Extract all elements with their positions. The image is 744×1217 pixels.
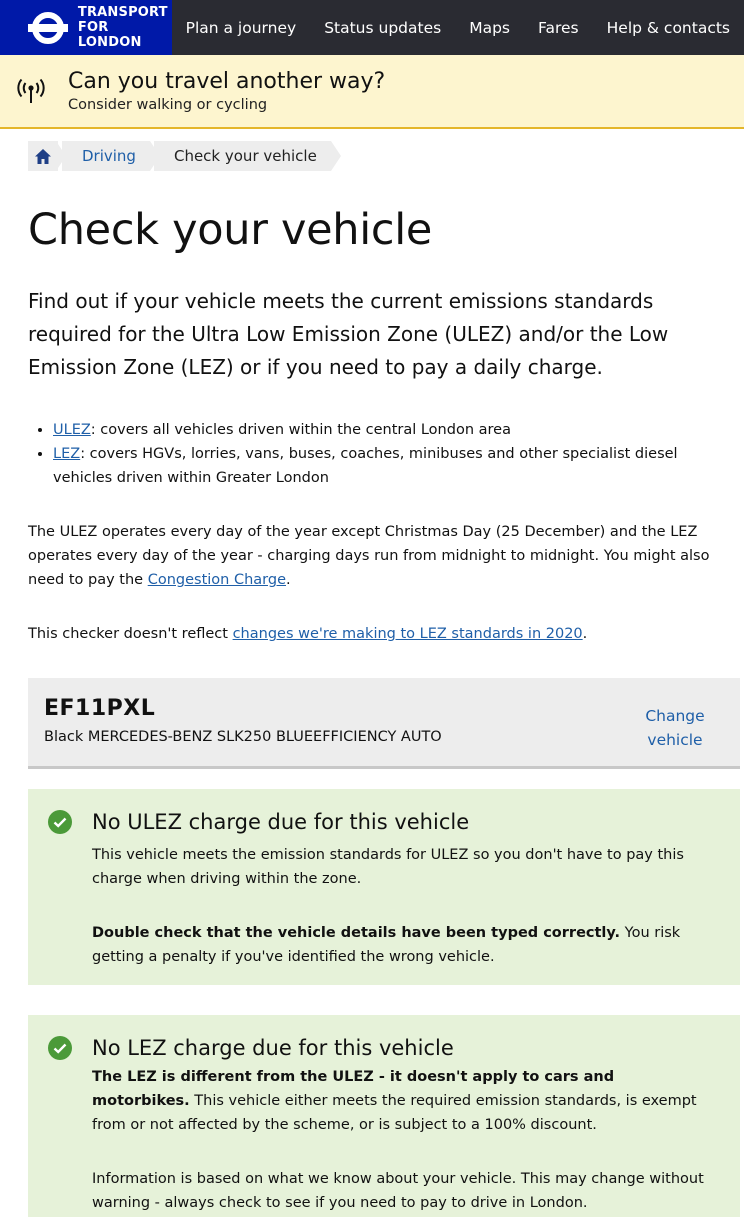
vehicle-description: Black MERCEDES-BENZ SLK250 BLUEEFFICIENCY AUTO <box>44 729 442 745</box>
list-item <box>53 442 716 490</box>
vehicle-registration: EF11PXL <box>44 696 156 721</box>
lez-result-text: The LEZ is different from the ULEZ - it doesn't apply to cars and motorbikes. This vehicle either meets the required emission standards, is exempt from or not affected by the scheme, or is subject to a 100% discount. <box>92 1069 697 1133</box>
check-circle-icon <box>48 810 72 834</box>
page-title: Check your vehicle <box>28 205 433 255</box>
breadcrumb-driving-label: Driving <box>82 147 136 165</box>
roundel-icon <box>28 12 66 44</box>
brand-line-2: FOR LONDON <box>77 20 142 50</box>
ulez-link[interactable]: ULEZ <box>53 422 91 438</box>
ulez-description: : covers all vehicles driven within the central London area <box>90 422 511 438</box>
ulez-result-text: This vehicle meets the emission standards for ULEZ so you don't have to pay this charge when driving within the zone. <box>92 847 684 887</box>
travel-alert-banner <box>0 55 744 129</box>
tfl-logo[interactable] <box>0 0 172 55</box>
lez-info-text: Information is based on what we know about your vehicle. This may change without warning - always check to see if you need to pay to drive in London. <box>92 1171 704 1211</box>
main-content <box>0 205 744 646</box>
operating-hours-text: The ULEZ operates every day of the year except Christmas Day (25 December) and the LEZ operates every day of the year - charging days run from midnight to midnight. You might also need to pay the Congestion Charge. <box>28 524 710 588</box>
congestion-charge-link[interactable]: Congestion Charge <box>147 572 286 588</box>
checker-note: This checker doesn't reflect changes we're making to LEZ standards in 2020. <box>28 626 588 642</box>
ulez-result-panel <box>28 789 740 985</box>
nav-status-updates[interactable]: Status updates <box>324 18 442 37</box>
check-circle-icon <box>48 1036 72 1060</box>
ulez-warning: Double check that the vehicle details have been typed correctly. You risk getting a penalty if you've identified the wrong vehicle. <box>92 925 681 965</box>
broadcast-icon <box>16 76 46 106</box>
lez-result-panel <box>28 1015 740 1217</box>
change-vehicle-link[interactable]: Change vehicle <box>645 707 705 749</box>
nav-plan-a-journey[interactable]: Plan a journey <box>185 18 297 37</box>
lez-result-title: No LEZ charge due for this vehicle <box>92 1036 454 1060</box>
vehicle-summary <box>28 678 740 769</box>
brand-line-1: TRANSPORT <box>77 5 168 20</box>
breadcrumb-current-label: Check your vehicle <box>173 147 317 165</box>
nav-fares[interactable]: Fares <box>538 18 579 37</box>
top-navigation <box>0 0 744 55</box>
nav-maps[interactable]: Maps <box>469 18 510 37</box>
lez-link[interactable]: LEZ <box>53 446 81 462</box>
alert-title: Can you travel another way? <box>68 69 386 94</box>
page-lead: Find out if your vehicle meets the current emissions standards required for the Ultra Low Emission Zone (ULEZ) and/or the Low Emission Zone (LEZ) or if you need to pay a daily charge. <box>28 289 669 379</box>
alert-subtitle: Consider walking or cycling <box>68 97 268 113</box>
lez-changes-link[interactable]: changes we're making to LEZ standards in 2020 <box>232 626 583 642</box>
ulez-result-title: No ULEZ charge due for this vehicle <box>92 810 470 834</box>
home-icon <box>34 148 52 165</box>
breadcrumb <box>28 141 744 171</box>
main-nav <box>172 0 744 55</box>
nav-help-contacts[interactable]: Help & contacts <box>606 18 730 37</box>
breadcrumb-driving[interactable] <box>62 141 150 171</box>
zone-list <box>28 418 716 490</box>
list-item <box>53 418 716 442</box>
lez-description: : covers HGVs, lorries, vans, buses, coaches, minibuses and other specialist diesel vehicles driven within Greater London <box>53 446 678 486</box>
breadcrumb-check-your-vehicle <box>154 141 331 171</box>
breadcrumb-home[interactable] <box>28 141 58 171</box>
